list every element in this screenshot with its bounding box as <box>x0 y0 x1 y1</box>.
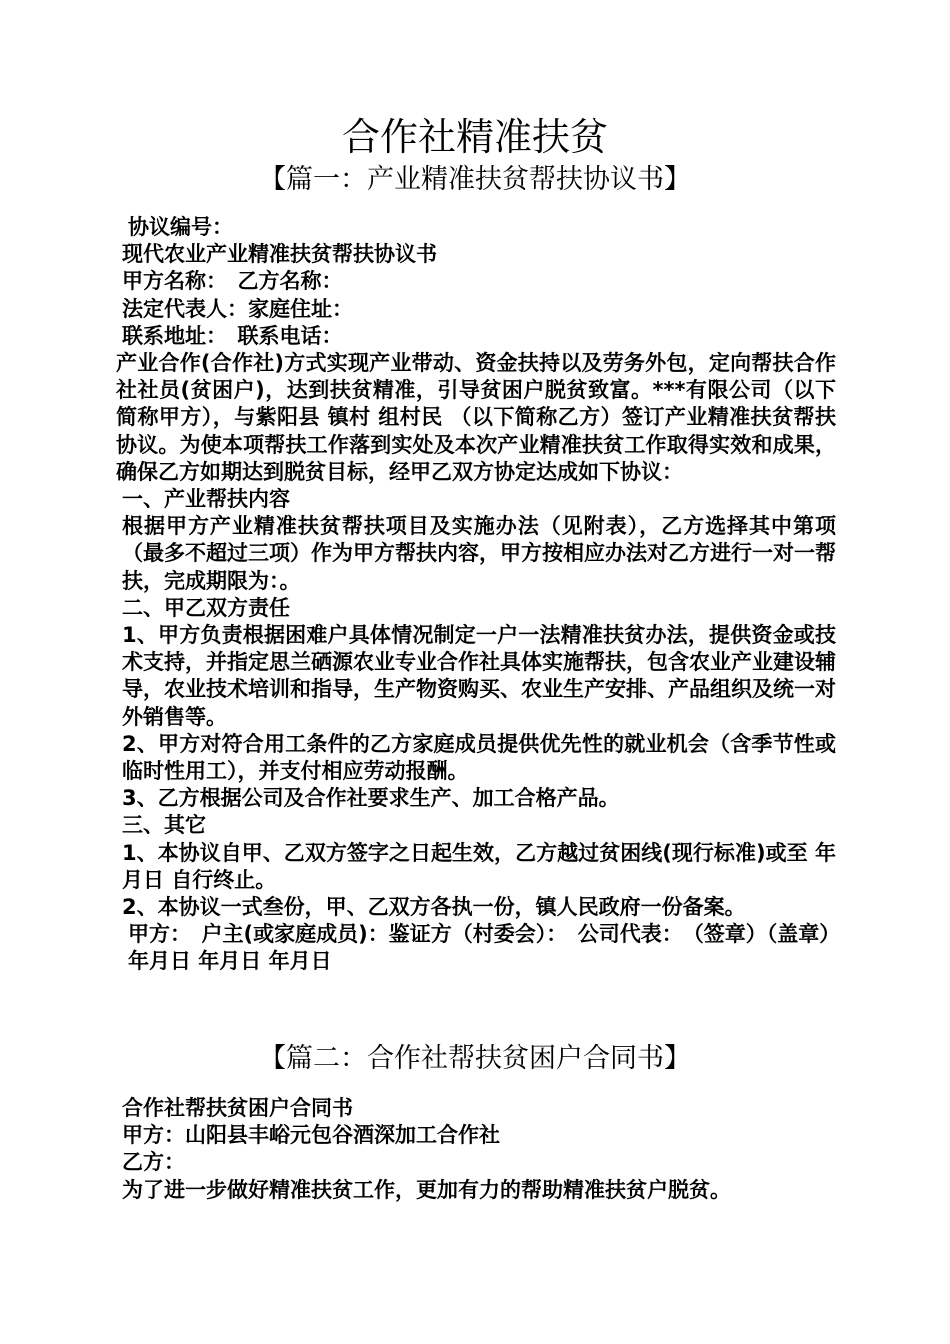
section2-title: 二、甲乙双方责任 <box>122 595 290 620</box>
party-a-line: 甲方：山阳县丰峪元包谷酒深加工合作社 <box>122 1123 500 1148</box>
contract-doc-name: 合作社帮扶贫困户合同书 <box>122 1096 353 1120</box>
section2-item1: 1、甲方负责根据困难户具体情况制定一户一法精准扶贫办法，提供资金或技术支持，并指定思兰硒源农业专业合作社具体实施帮扶，包含农业产业建设辅导，农业技术培训和指导，生产物资购买、农业生产安排、产品组织及统一对外销售等。 <box>122 622 836 729</box>
section1-title: 一、产业帮扶内容 <box>122 486 290 511</box>
contact-line: 联系地址： 联系电话： <box>122 323 343 348</box>
contract-intro: 为了进一步做好精准扶贫工作，更加有力的帮助精准扶贫户脱贫。 <box>122 1177 731 1202</box>
agreement-number: 协议编号： <box>128 215 233 239</box>
part2-body <box>116 1095 836 1204</box>
representative-address-line: 法定代表人：家庭住址： <box>122 296 353 321</box>
section1-text: 根据甲方产业精准扶贫帮扶项目及实施办法（见附表），乙方选择其中第项（最多不超过三项）作为甲方帮扶内容，甲方按相应办法对乙方进行一对一帮扶，完成期限为：。 <box>122 514 836 593</box>
section3-item2: 2、本协议一式叁份，甲、乙双方各执一份，镇人民政府一份备案。 <box>122 894 746 919</box>
part1-body <box>116 214 841 976</box>
date-line: 年月日 年月日 年月日 <box>128 949 332 974</box>
document-title: 合作社精准扶贫 <box>341 115 608 159</box>
section2-item3: 3、乙方根据公司及合作社要求生产、加工合格产品。 <box>122 786 620 811</box>
party-b-line: 乙方： <box>122 1150 185 1175</box>
section2-item2: 2、甲方对符合用工条件的乙方家庭成员提供优先性的就业机会（含季节性或临时性用工），并支付相应劳动报酬。 <box>122 731 836 783</box>
agreement-doc-name: 现代农业产业精准扶贫帮扶协议书 <box>122 242 437 267</box>
intro-paragraph: 产业合作(合作社)方式实现产业带动、资金扶持以及劳务外包，定向帮扶合作社社员(贫困户)，达到扶贫精准，引导贫困户脱贫致富。***有限公司（以下简称甲方），与紫阳县 镇村 组村民 （以下简称乙方）签订产业精准扶贫帮扶协议。为使本项帮扶工作落到实处及本次产业精准扶贫工作取得实效和成果，确保乙方如期达到脱贫目标，经甲乙双方协定达成如下协议： <box>116 350 836 484</box>
part2-heading: 【篇二：合作社帮扶贫困户合同书】 <box>259 1043 691 1074</box>
section3-item1: 1、本协议自甲、乙双方签字之日起生效，乙方越过贫困线(现行标准)或至 年月日 自行终止。 <box>122 840 836 892</box>
section3-title: 三、其它 <box>122 813 206 838</box>
party-names-line: 甲方名称： 乙方名称： <box>122 269 343 294</box>
signature-line: 甲方： 户主(或家庭成员)：鉴证方（村委会）： 公司代表： （签章）（盖章） <box>128 922 841 947</box>
part1-heading: 【篇一：产业精准扶贫帮扶协议书】 <box>259 164 691 195</box>
